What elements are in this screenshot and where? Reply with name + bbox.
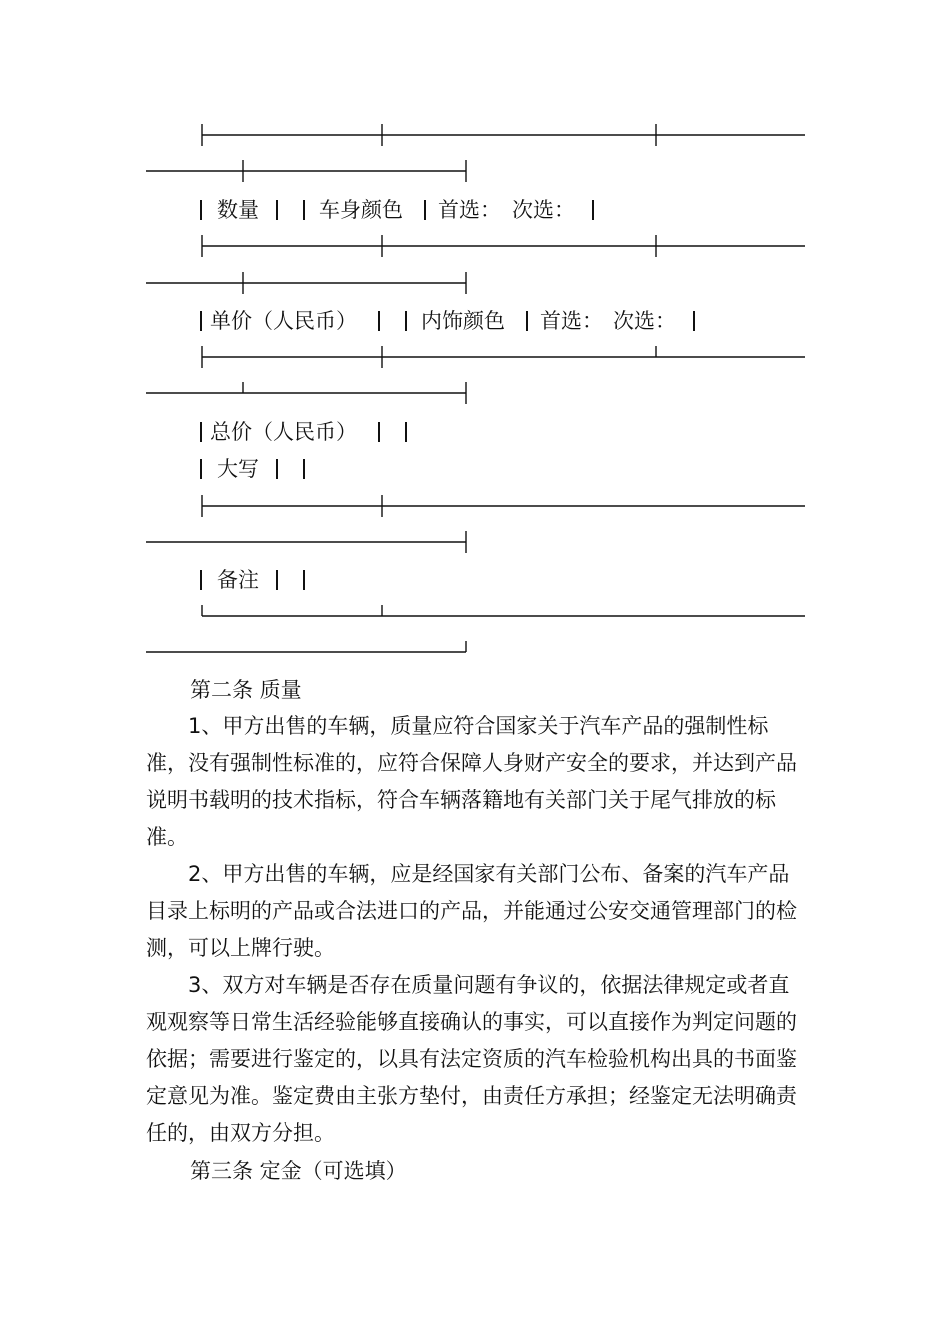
amount-in-words-label: 大写 <box>217 457 259 481</box>
interior-color-secondary: 次选： <box>613 309 676 333</box>
total-price-label: 总价（人民币） <box>210 420 357 444</box>
remarks-label: 备注 <box>217 568 259 592</box>
body-color-primary: 首选： <box>438 198 501 222</box>
interior-color-primary: 首选： <box>540 309 603 333</box>
article-2-paragraph-2: 2、甲方出售的车辆，应是经国家有关部门公布、备案的汽车产品目录上标明的产品或合法进口的产品，并能通过公安交通管理部门的检测，可以上牌行驶。 <box>146 862 797 960</box>
table-separator <box>146 346 805 404</box>
article-2-paragraph-1: 1、甲方出售的车辆，质量应符合国家关于汽车产品的强制性标准，没有强制性标准的，应符合保障人身财产安全的要求，并达到产品说明书载明的技术指标，符合车辆落籍地有关部门关于尾气排放的标准。 <box>146 714 797 849</box>
body-color-label: 车身颜色 <box>319 198 403 222</box>
body-color-secondary: 次选： <box>512 198 575 222</box>
table-separator <box>146 124 805 182</box>
interior-color-label: 内饰颜色 <box>421 309 505 333</box>
quantity-label: 数量 <box>217 198 259 222</box>
table-separator <box>146 495 805 553</box>
article-3-title: 第三条 定金（可选填） <box>190 1159 407 1183</box>
table-bottom-border <box>146 605 805 652</box>
unit-price-label: 单价（人民币） <box>210 309 357 333</box>
table-separator <box>146 235 805 294</box>
article-2-paragraph-3: 3、双方对车辆是否存在质量问题有争议的，依据法律规定或者直观观察等日常生活经验能够直接确认的事实，可以直接作为判定问题的依据；需要进行鉴定的，以具有法定资质的汽车检验机构出具的书面鉴定意见为准。鉴定费由主张方垫付，由责任方承担；经鉴定无法明确责任的，由双方分担。 <box>146 973 797 1145</box>
article-2-title: 第二条 质量 <box>190 678 302 702</box>
